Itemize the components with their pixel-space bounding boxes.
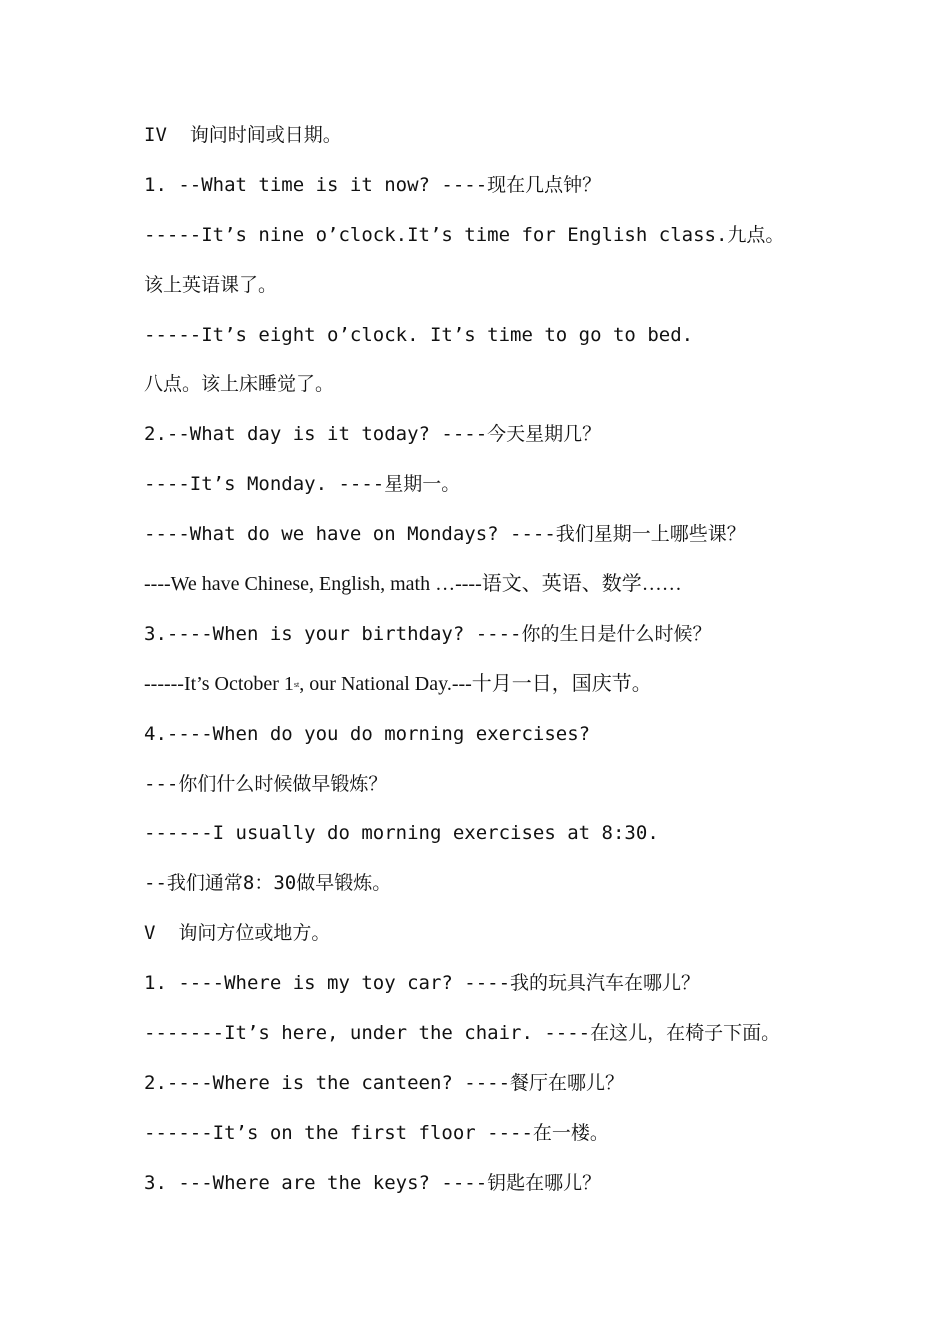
text-line: 1. --What time is it now? ----现在几点钟？ bbox=[144, 173, 602, 196]
section-heading-time-date: IV 询问时间或日期。 bbox=[144, 124, 342, 146]
text-line: ---你们什么时候做早锻炼？ bbox=[144, 772, 388, 795]
text-line: ------It’s on the first floor ----在一楼。 bbox=[144, 1121, 609, 1144]
ordinal-suffix: st bbox=[293, 679, 300, 689]
document-body bbox=[144, 115, 824, 1213]
text-line: -----It’s nine o’clock.It’s time for English class.九点。 bbox=[144, 223, 785, 246]
text-line: -------It’s here, under the chair. ----在这儿，在椅子下面。 bbox=[144, 1022, 781, 1045]
text-line: 3.----When is your birthday? ----你的生日是什么时候？ bbox=[144, 622, 712, 645]
text-line: ------I usually do morning exercises at 8:30. bbox=[144, 822, 659, 845]
text-line: -----It’s eight o’clock. It’s time to go to bed. bbox=[144, 323, 694, 346]
text-line: ----What do we have on Mondays? ----我们星期一上哪些课？ bbox=[144, 523, 746, 546]
text-segment: , our National Day.---十月一日，国庆节。 bbox=[299, 672, 652, 695]
text-line: 2.--What day is it today? ----今天星期几？ bbox=[144, 423, 602, 446]
text-line: ----We have Chinese, English, math …----语文、英语、数学…… bbox=[144, 573, 682, 596]
text-line: 八点。该上床睡觉了。 bbox=[144, 373, 335, 396]
text-line: 2.----Where is the canteen? ----餐厅在哪儿？ bbox=[144, 1071, 625, 1094]
text-line-birthday-answer bbox=[144, 664, 824, 714]
text-line: 该上英语课了。 bbox=[144, 273, 278, 296]
text-line: 1. ----Where is my toy car? ----我的玩具汽车在哪儿？ bbox=[144, 972, 701, 995]
text-line: --我们通常8：30做早锻炼。 bbox=[144, 872, 392, 895]
text-segment: ------It’s October 1 bbox=[144, 672, 294, 695]
text-line: ----It’s Monday. ----星期一。 bbox=[144, 473, 461, 496]
text-line: 4.----When do you do morning exercises? bbox=[144, 722, 591, 745]
text-line: 3. ---Where are the keys? ----钥匙在哪儿？ bbox=[144, 1171, 602, 1194]
section-heading-location: V 询问方位或地方。 bbox=[144, 922, 331, 945]
